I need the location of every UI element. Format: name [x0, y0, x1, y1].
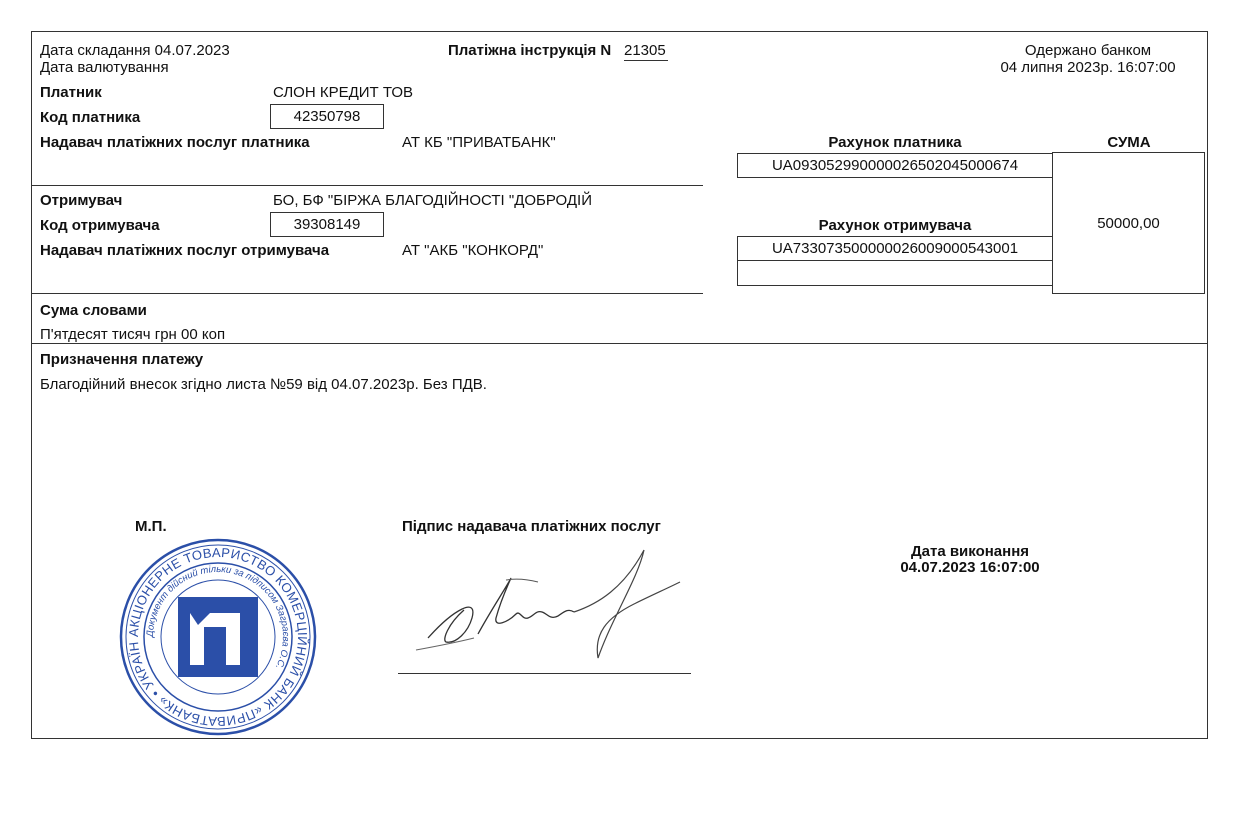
payer-label: Платник [40, 84, 102, 101]
received-label: Одержано банком [1024, 42, 1152, 59]
recipient-name: БО, БФ "БІРЖА БЛАГОДІЙНОСТІ "ДОБРОДІЙ [273, 192, 592, 209]
payer-code-box [270, 104, 384, 129]
recipient-divider [31, 293, 703, 294]
payer-name: СЛОН КРЕДИТ ТОВ [273, 84, 414, 101]
purpose-label: Призначення платежу [40, 351, 204, 368]
privatbank-logo-icon [178, 597, 258, 677]
amount-words-value: П'ятдесят тисяч грн 00 коп [40, 326, 226, 343]
recipient-code-box [270, 212, 384, 237]
payer-account-box [737, 153, 1053, 178]
recipient-label: Отримувач [40, 192, 123, 209]
stamp-inner-text: Документ дійсний тільки за підписом Заграєва О.С. [144, 563, 292, 672]
payer-divider [31, 185, 703, 186]
execution-label: Дата виконання [910, 543, 1030, 560]
date-compiled [40, 42, 230, 59]
stamp-outer-text: АКЦІОНЕРНЕ ТОВАРИСТВО КОМЕРЦІЙНИЙ БАНК «ПРИВАТБАНК» • УКРАЇНА • 14360570 • [113, 525, 311, 730]
recipient-account: UA733073500000026009000543001 [771, 240, 1019, 257]
payer-provider: АТ КБ "ПРИВАТБАНК" [402, 134, 556, 151]
signature-icon [398, 538, 698, 678]
date-compiled-label: Дата складання [40, 42, 151, 59]
payer-account-label: Рахунок платника [828, 134, 962, 151]
execution-datetime: 04.07.2023 16:07:00 [900, 559, 1040, 576]
instruction-title: Платіжна інструкція N [448, 42, 612, 59]
value-date-label: Дата валютування [40, 59, 169, 76]
recipient-provider: АТ "АКБ "КОНКОРД" [402, 242, 544, 259]
payer-provider-label: Надавач платіжних послуг платника [40, 134, 310, 151]
amount-box [1052, 152, 1205, 294]
amount-label: СУМА [1107, 134, 1151, 151]
payer-code: 42350798 [293, 108, 361, 125]
recipient-account-extra-box [737, 260, 1053, 286]
stamp-label: М.П. [135, 518, 167, 535]
amount-words-label: Сума словами [40, 302, 147, 319]
recipient-account-box [737, 236, 1053, 261]
instruction-number: 21305 [624, 42, 666, 59]
signature-line [398, 673, 691, 674]
date-compiled-value: 04.07.2023 [154, 42, 230, 59]
purpose-value: Благодійний внесок згідно листа №59 від 04.07.2023р. Без ПДВ. [40, 376, 487, 393]
payer-account: UA093052990000026502045000674 [771, 157, 1019, 174]
recipient-account-label: Рахунок отримувача [818, 217, 972, 234]
purpose-divider [31, 343, 1208, 344]
recipient-code-label: Код отримувача [40, 217, 160, 234]
recipient-provider-label: Надавач платіжних послуг отримувача [40, 242, 330, 259]
recipient-code: 39308149 [293, 216, 361, 233]
payer-code-label: Код платника [40, 109, 141, 126]
signature-label: Підпис надавача платіжних послуг [402, 518, 661, 535]
received-datetime: 04 липня 2023р. 16:07:00 [1000, 59, 1176, 76]
amount-value: 50000,00 [1097, 214, 1160, 232]
